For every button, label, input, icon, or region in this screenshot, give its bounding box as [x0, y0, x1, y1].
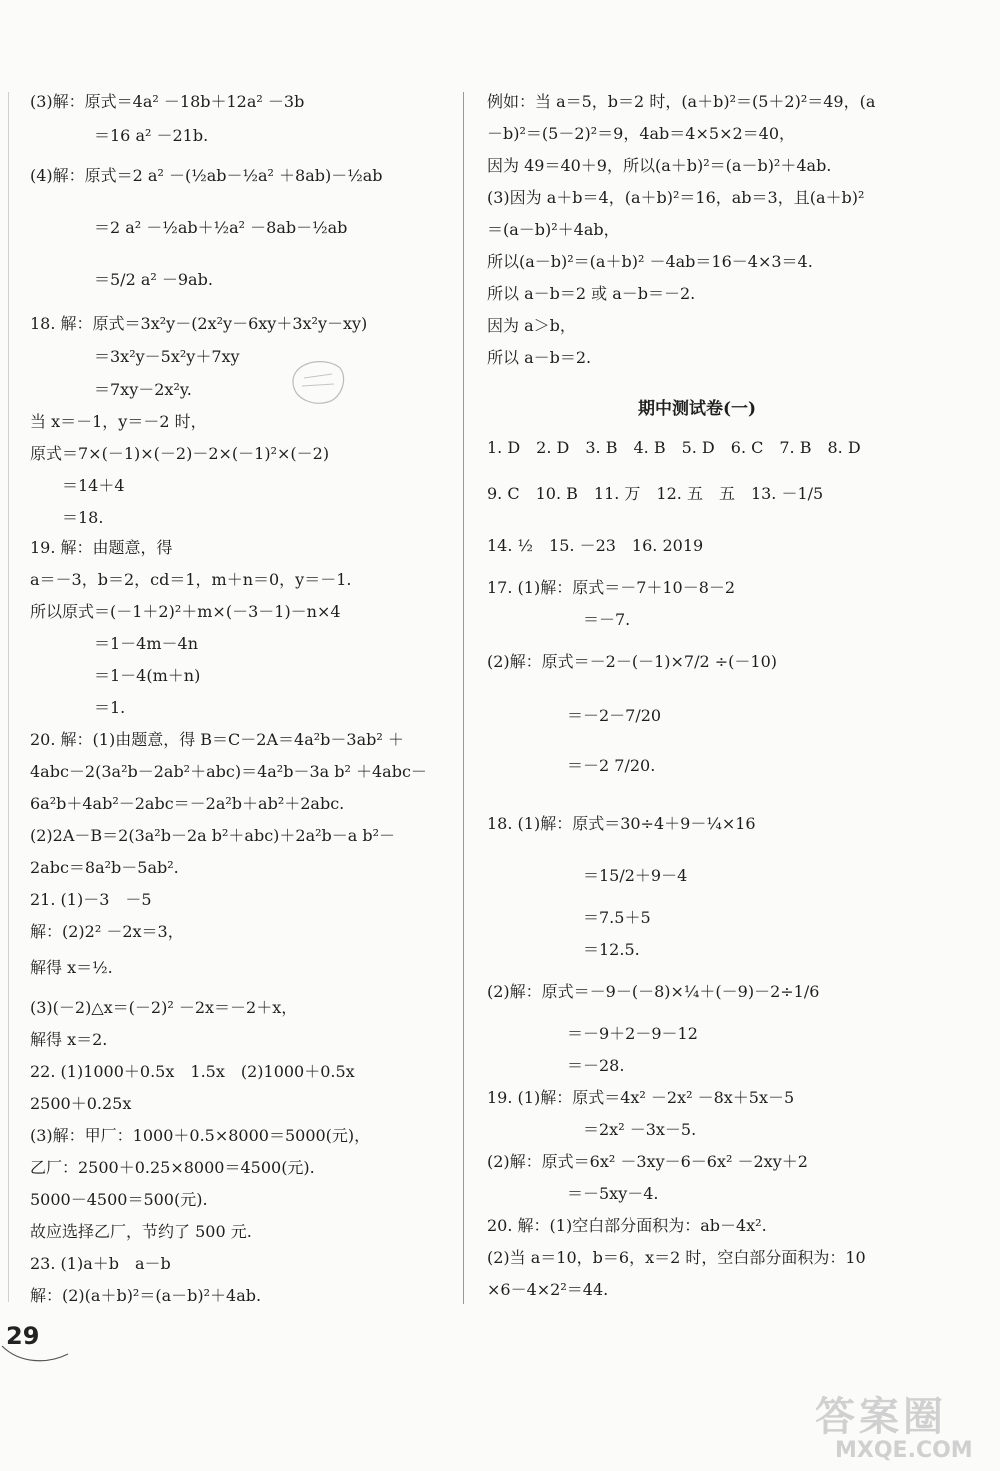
text-line: (3)(－2)△x＝(－2)² －2x＝－2＋x， [30, 998, 298, 1017]
text-line: －b)²＝(5－2)²＝9，4ab＝4×5×2＝40， [487, 124, 796, 143]
text-line: 17. (1)解：原式＝－7＋10－8－2 [487, 578, 736, 597]
text-line: (3)解：原式＝4a² －18b＋12a² －3b [30, 92, 305, 111]
page-number: 29 [6, 1322, 40, 1350]
text-line: ＝1. [30, 698, 126, 717]
text-line: 9. C 10. B 11. 万 12. 五 五 13. －1/5 [487, 484, 824, 503]
text-line: 所以(a－b)²＝(a＋b)² －4ab＝16－4×3＝4. [487, 252, 813, 271]
text-line: ＝7.5＋5 [487, 908, 651, 927]
watermark-logo: 答案圈 [815, 1394, 947, 1440]
text-line: ＝1－4(m＋n) [30, 666, 201, 685]
text-line: ＝2x² －3x－5. [487, 1120, 697, 1139]
text-line: 解：(2)(a＋b)²＝(a－b)²＋4ab. [30, 1286, 262, 1305]
text-line: ＝2 a² －½ab＋½a² －8ab－½ab [30, 218, 348, 237]
text-line: 因为 49＝40＋9，所以(a＋b)²＝(a－b)²＋4ab. [487, 156, 832, 175]
text-line: 解得 x＝2. [30, 1030, 108, 1049]
text-line: 所以原式＝(－1＋2)²＋m×(－3－1)－n×4 [30, 602, 341, 621]
text-line: 21. (1)－3 －5 [30, 890, 152, 909]
text-line: 解得 x＝½. [30, 958, 113, 977]
text-line: ＝－9＋2－9－12 [487, 1024, 698, 1043]
text-line: 2500＋0.25x [30, 1094, 132, 1113]
section-title: 期中测试卷(一) [637, 399, 757, 419]
page-edge-line [8, 92, 9, 1302]
text-line: (3)因为 a＋b＝4，(a＋b)²＝16，ab＝3，且(a＋b)² [487, 188, 865, 207]
stamp-mark [288, 358, 348, 408]
text-line: 20. 解：(1)由题意，得 B＝C－2A＝4a²b－3ab² ＋ [30, 730, 404, 749]
watermark-url: MXQE.COM [835, 1438, 973, 1463]
text-line: ＝－2－7/20 [487, 706, 662, 725]
text-line: 22. (1)1000＋0.5x 1.5x (2)1000＋0.5x [30, 1062, 355, 1081]
text-line: (2)解：原式＝6x² －3xy－6－6x² －2xy＋2 [487, 1152, 808, 1171]
page-number-swoosh [0, 1340, 70, 1370]
text-line: 19. (1)解：原式＝4x² －2x² －8x＋5x－5 [487, 1088, 795, 1107]
text-line: (2)解：原式＝－9－(－8)×¼＋(－9)－2÷1/6 [487, 982, 820, 1001]
text-line: (2)2A－B＝2(3a²b－2a b²＋abc)＋2a²b－a b²－ [30, 826, 396, 845]
text-line: ＝16 a² －21b. [30, 126, 209, 145]
text-line: ＝7xy－2x²y. [30, 380, 192, 399]
text-line: 23. (1)a＋b a－b [30, 1254, 171, 1273]
text-line: ＝－5xy－4. [487, 1184, 659, 1203]
text-line: 14. ½ 15. －23 16. 2019 [487, 536, 704, 555]
text-line: ＝－28. [487, 1056, 625, 1075]
text-line: 20. 解：(1)空白部分面积为：ab－4x². [487, 1216, 767, 1235]
text-line: (3)解：甲厂：1000＋0.5×8000＝5000(元)， [30, 1126, 371, 1145]
text-line: 4abc－2(3a²b－2ab²＋abc)＝4a²b－3a b² ＋4abc－ [30, 762, 427, 781]
text-line: ＝14＋4 [30, 476, 125, 495]
text-line: a＝－3，b＝2，cd＝1，m＋n＝0，y＝－1. [30, 570, 352, 589]
text-line: 19. 解：由题意，得 [30, 538, 173, 557]
text-line: 乙厂：2500＋0.25×8000＝4500(元). [30, 1158, 315, 1177]
text-line: (2)当 a＝10，b＝6，x＝2 时，空白部分面积为：10 [487, 1248, 866, 1267]
text-line: 5000－4500＝500(元). [30, 1190, 208, 1209]
column-divider [463, 92, 464, 1304]
text-line: 18. 解：原式＝3x²y－(2x²y－6xy＋3x²y－xy) [30, 314, 368, 333]
text-line: 因为 a＞b， [487, 316, 576, 335]
text-line: 原式＝7×(－1)×(－2)－2×(－1)²×(－2) [30, 444, 330, 463]
text-line: ＝5/2 a² －9ab. [30, 270, 213, 289]
text-line: 解：(2)2² －2x＝3， [30, 922, 184, 941]
text-line: ＝－2 7/20. [487, 756, 656, 775]
text-line: 18. (1)解：原式＝30÷4＋9－¼×16 [487, 814, 756, 833]
text-line: ＝－7. [487, 610, 631, 629]
text-line: 1. D 2. D 3. B 4. B 5. D 6. C 7. B 8. D [487, 438, 861, 457]
watermark [815, 1385, 973, 1463]
text-line: ×6－4×2²＝44. [487, 1280, 609, 1299]
text-line: ＝15/2＋9－4 [487, 866, 688, 885]
text-line: 6a²b＋4ab²－2abc＝－2a²b＋ab²＋2abc. [30, 794, 345, 813]
text-line: ＝3x²y－5x²y＋7xy [30, 347, 240, 366]
text-line: 所以 a－b＝2 或 a－b＝－2. [487, 284, 696, 303]
text-line: (4)解：原式＝2 a² －(½ab－½a² ＋8ab)－½ab [30, 166, 383, 185]
text-line: 故应选择乙厂，节约了 500 元. [30, 1222, 252, 1241]
text-line: 例如：当 a＝5，b＝2 时，(a＋b)²＝(5＋2)²＝49，(a [487, 92, 876, 111]
text-line: 所以 a－b＝2. [487, 348, 592, 367]
text-line: ＝18. [30, 508, 104, 527]
text-line: 当 x＝－1，y＝－2 时， [30, 412, 207, 431]
text-line: ＝1－4m－4n [30, 634, 199, 653]
text-line: ＝12.5. [487, 940, 640, 959]
text-line: (2)解：原式＝－2－(－1)×7/2 ÷(－10) [487, 652, 778, 671]
text-line: ＝(a－b)²＋4ab， [487, 220, 620, 239]
text-line: 2abc＝8a²b－5ab². [30, 858, 179, 877]
